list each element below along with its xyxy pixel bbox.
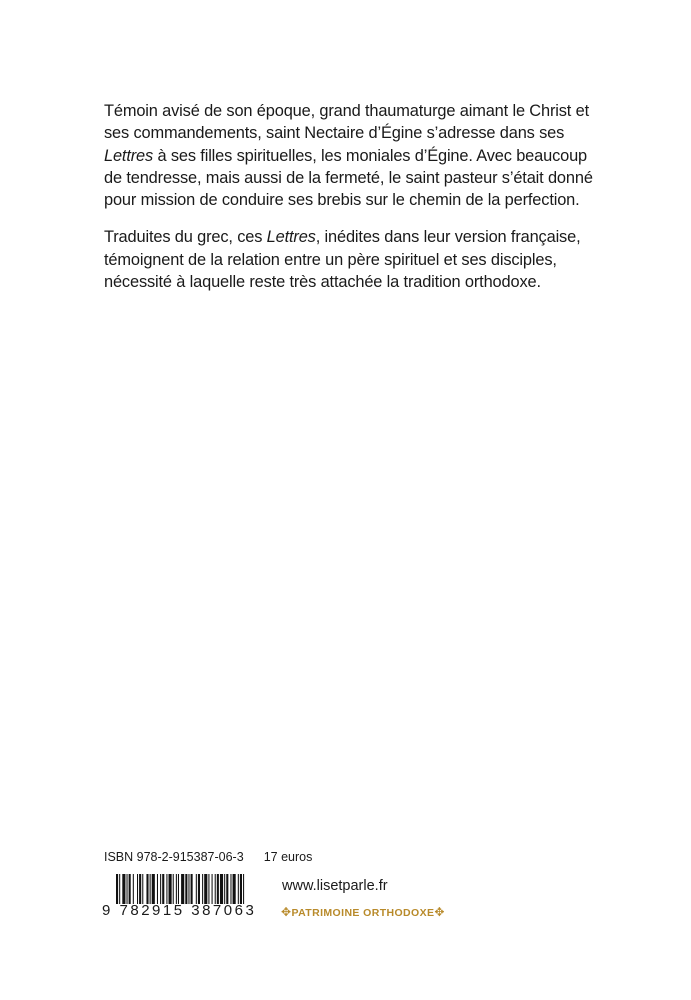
collection-name: PATRIMOINE ORTHODOXE (291, 907, 435, 919)
barcode-bar (204, 874, 207, 904)
barcode-bar (178, 874, 179, 904)
back-cover-blurb (104, 100, 604, 308)
barcode-bar (196, 874, 197, 904)
barcode-bar (217, 874, 219, 904)
barcode-bar (157, 874, 158, 904)
barcode-bar (243, 874, 244, 904)
barcode-digits: 9 782915 387063 (102, 902, 257, 919)
barcode-bar (129, 874, 131, 904)
barcode-bar (133, 874, 134, 904)
collection-label (281, 905, 445, 919)
barcode-bar (122, 874, 125, 904)
barcode-bar (240, 874, 242, 904)
barcode-bar (188, 874, 189, 904)
ornament-right-icon: ✥ (434, 905, 445, 919)
barcode-bar (173, 874, 174, 904)
publisher-website[interactable]: www.lisetparle.fr (282, 878, 388, 894)
barcode-bar (212, 874, 213, 904)
barcode-bar (176, 874, 177, 904)
barcode-bar (230, 874, 231, 904)
barcode-bar (127, 874, 128, 904)
barcode-bar (208, 874, 209, 904)
barcode-bar (198, 874, 200, 904)
isbn-price-row (104, 850, 312, 864)
barcode-bar (162, 874, 164, 904)
blurb-p2-text-a: Traduites du grec, ces (104, 228, 267, 247)
blurb-p1-text-b: à ses filles spirituelles, les moniales d’Égine. Avec beaucoup de tendresse, mais aussi de la fermeté, le saint pasteur s’était donné pour mission de conduire ses brebis sur le chemin de la perfection. (104, 146, 593, 210)
barcode-bar (160, 874, 161, 904)
blurb-paragraph-2 (104, 226, 604, 293)
isbn-number: ISBN 978-2-915387-06-3 (104, 850, 244, 864)
barcode-bar (181, 874, 184, 904)
blurb-paragraph-1 (104, 100, 604, 211)
barcode-bar (233, 874, 236, 904)
barcode-bar (191, 874, 193, 904)
barcode-bar (224, 874, 225, 904)
barcode-bar (185, 874, 187, 904)
barcode-bar (146, 874, 148, 904)
blurb-p1-text-a: Témoin avisé de son époque, grand thaumaturge aimant le Christ et ses commandements, saint Nectaire d’Égine s’adresse dans ses (104, 102, 589, 143)
barcode-bar (238, 874, 239, 904)
barcode-bar (116, 874, 118, 904)
barcode-bar (215, 874, 216, 904)
ornament-left-icon: ✥ (281, 905, 292, 919)
blurb-p2-text-b: , inédites dans leur version française, témoignent de la relation entre un père spirituel et ses disciples, nécessité à laquelle reste très attachée la tradition orthodoxe. (104, 228, 581, 292)
blurb-p1-italic-title: Lettres (104, 146, 154, 165)
blurb-p2-italic-title: Lettres (266, 228, 316, 247)
barcode-bar (202, 874, 203, 904)
barcode-bar (166, 874, 167, 904)
barcode-bar (142, 874, 143, 904)
barcode-bar (152, 874, 155, 904)
barcode-bar (220, 874, 223, 904)
barcode-bar (226, 874, 228, 904)
barcode-bar (169, 874, 172, 904)
barcode-bar (119, 874, 120, 904)
price-label: 17 euros (263, 850, 313, 864)
barcode-bar (150, 874, 151, 904)
barcode-bar (139, 874, 141, 904)
barcode-bar (137, 874, 138, 904)
